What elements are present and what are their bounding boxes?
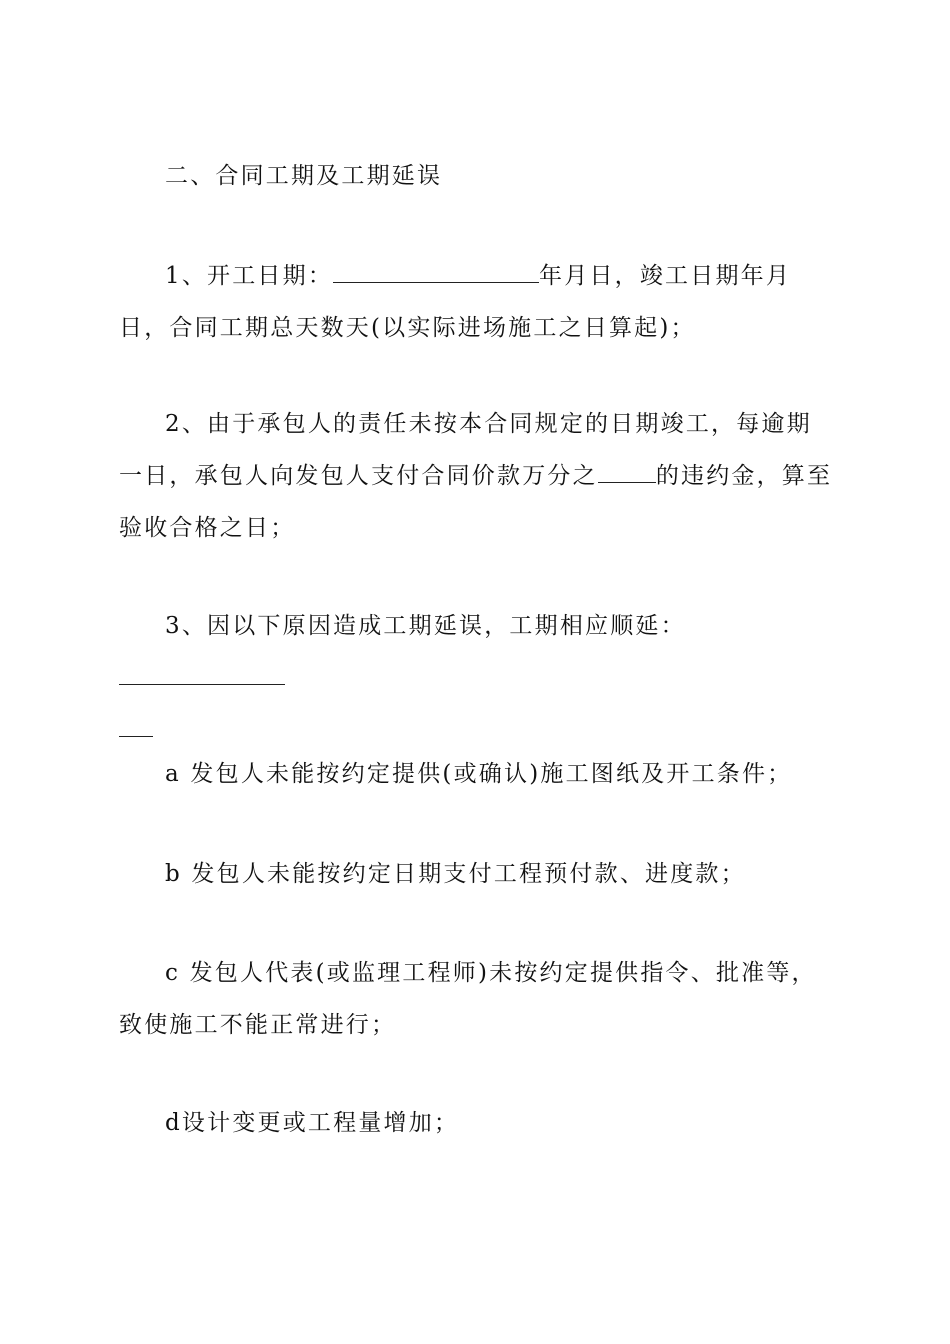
item-a: a 发包人未能按约定提供(或确认)施工图纸及开工条件； [165, 761, 793, 787]
extension-blank[interactable] [119, 664, 285, 685]
item-b: b 发包人未能按约定日期支付工程预付款、进度款； [165, 861, 746, 887]
penalty-rate-blank[interactable] [598, 462, 656, 483]
start-date-blank[interactable] [333, 262, 539, 283]
extension-blank-continued[interactable] [119, 716, 153, 737]
clause-3: 3、因以下原因造成工期延误，工期相应顺延： [119, 600, 835, 756]
item-c: c 发包人代表(或监理工程师)未按约定提供指令、批准等，致使施工不能正常进行； [119, 960, 817, 1038]
section-heading: 二、合同工期及工期延误 [165, 163, 443, 189]
clause-1: 1、开工日期： 年月日，竣工日期年月日，合同工期总天数天(以实际进场施工之日算起)； [119, 263, 792, 341]
item-d: d设计变更或工程量增加； [165, 1110, 460, 1136]
clause-2: 2、由于承包人的责任未按本合同规定的日期竣工，每逾期一日，承包人向发包人支付合同价款万分之 的违约金，算至验收合格之日； [119, 411, 833, 541]
